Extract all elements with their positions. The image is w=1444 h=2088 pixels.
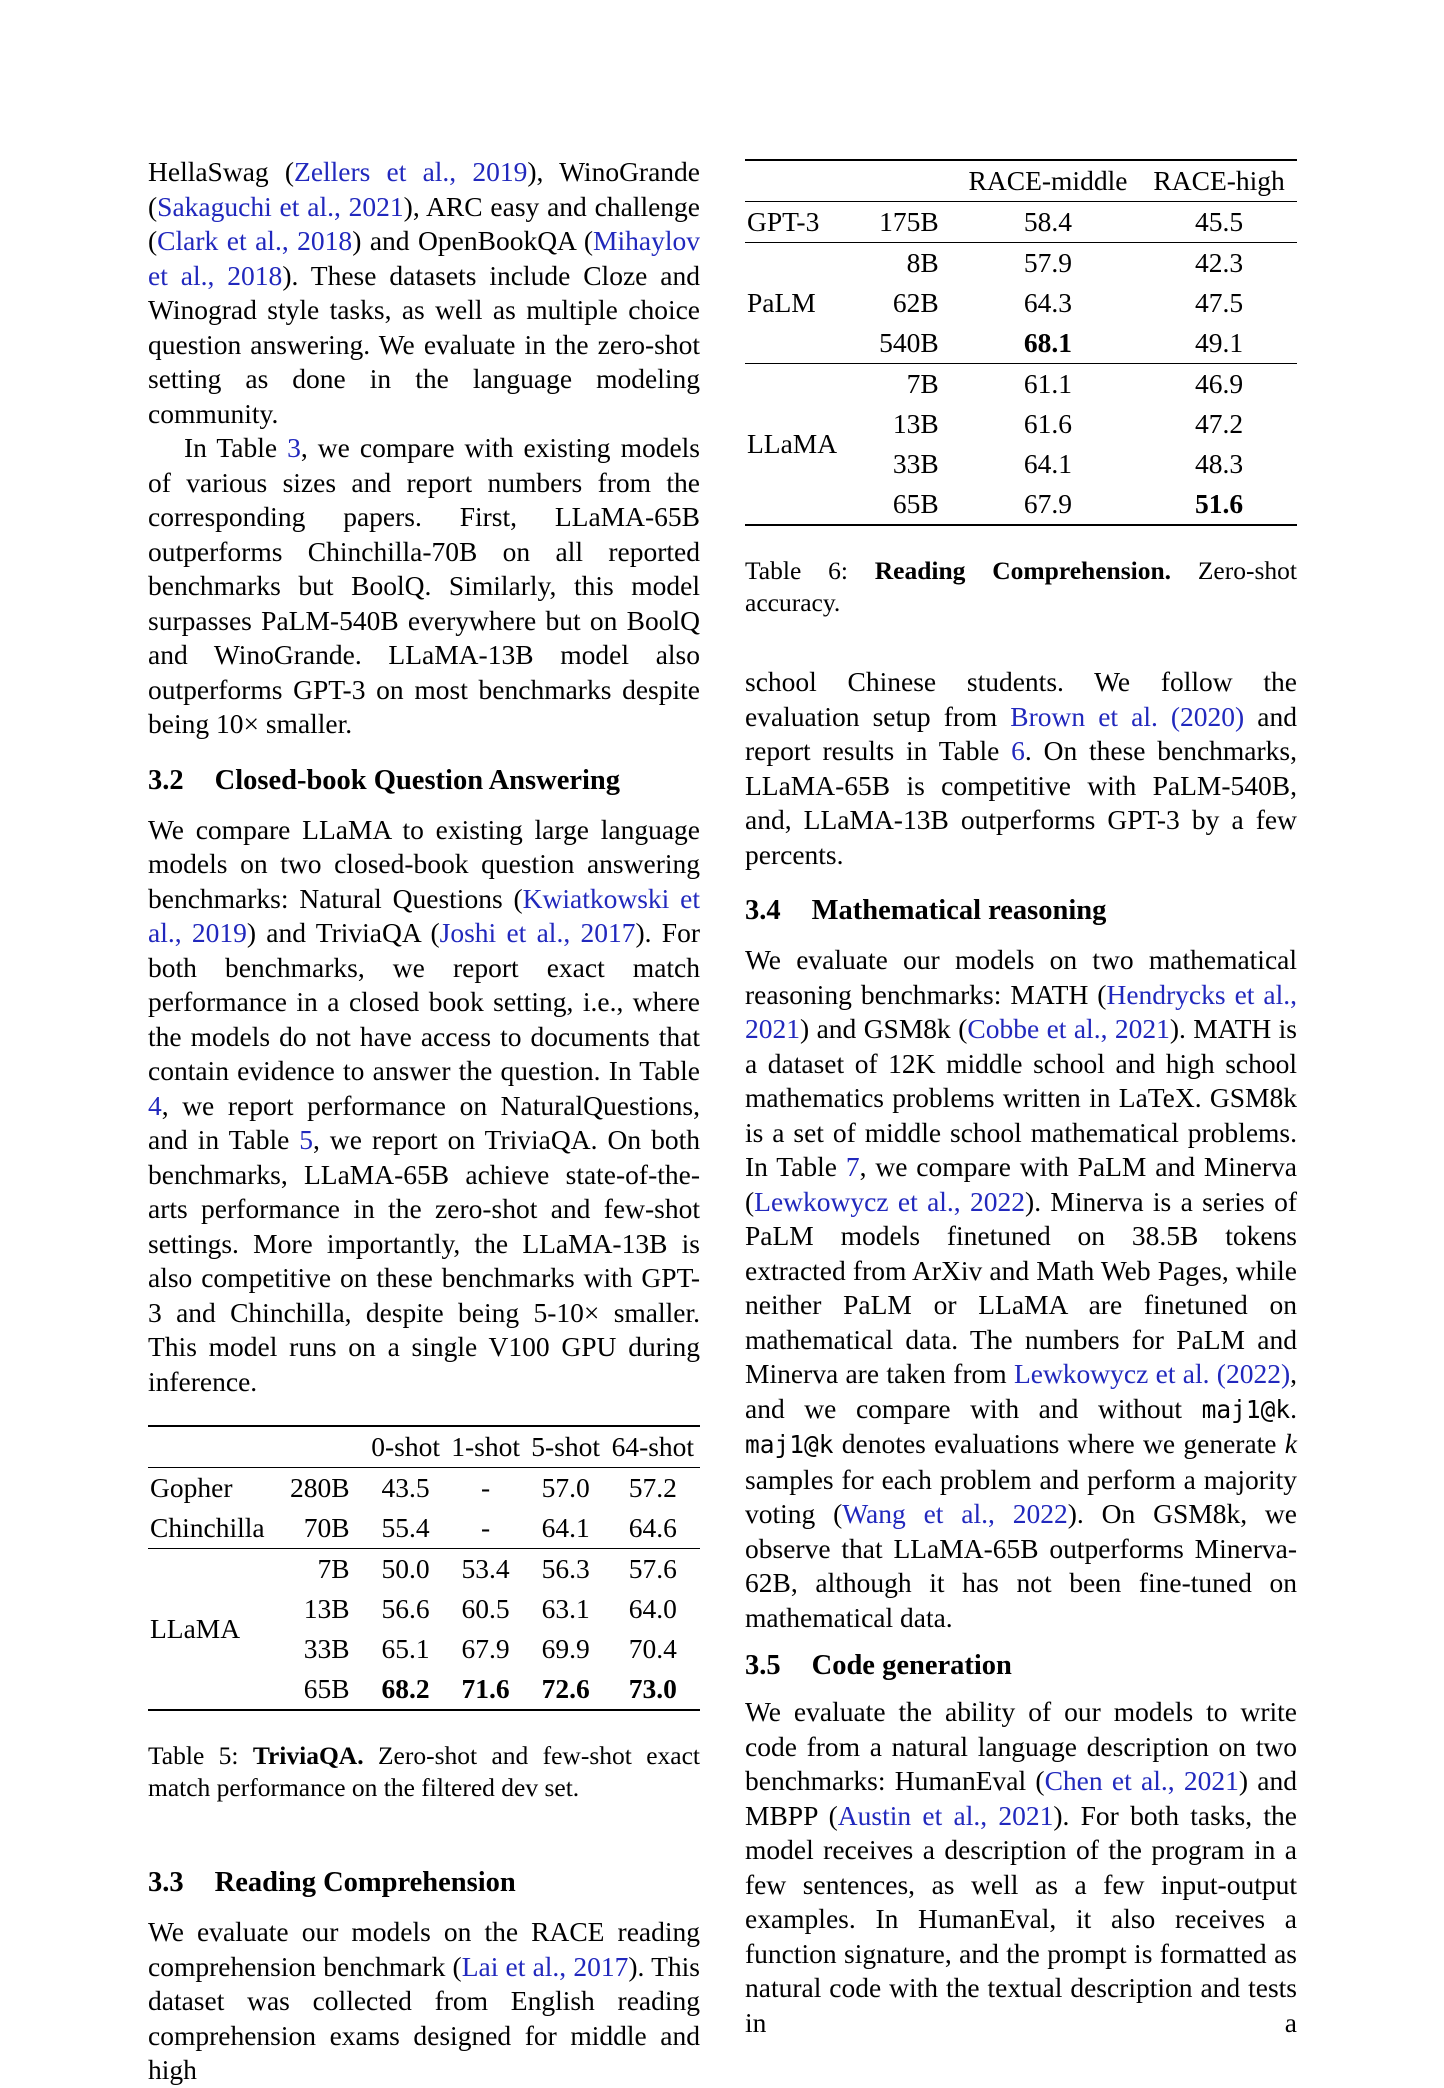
text-segment: ). For both tasks, the model receives a description of the program in a few sentences, as well as a few input-output examples. In HumanEval, it also receives a function signature, and the prompt is formatted as natural code with the textual description and tests in a	[745, 1799, 1297, 2038]
metric-value-cell: 57.9	[955, 243, 1141, 284]
section-heading-3-3	[148, 1866, 700, 1900]
text-segment: , we report on TriviaQA. On both benchmarks, LLaMA-65B achieve state-of-the-arts performance in the zero-shot and few-shot settings. More importantly, the LLaMA-13B is also competitive on these benchmarks with GPT-3 and Chinchilla, despite being 5-10× smaller. This model runs on a single V100 GPU during inference.	[148, 1124, 700, 1397]
text-segment: ). On GSM8k, we observe that LLaMA-65B outperforms Minerva-62B, although it has not been fine-tuned on mathematical data.	[745, 1498, 1297, 1633]
citation-link[interactable]: Hendrycks et al., 2021	[745, 978, 1297, 1044]
text-segment: We evaluate our models on the RACE reading comprehension benchmark (	[148, 1916, 700, 1982]
citation-link[interactable]: 4	[148, 1089, 162, 1121]
metric-value-cell: 48.3	[1195, 448, 1244, 479]
section-heading-3-2	[148, 764, 700, 798]
metric-value-cell: 45.5	[1141, 202, 1297, 243]
citation-link[interactable]: Lewkowycz et al. (2022)	[1013, 1358, 1291, 1389]
paragraph-table3-comparison	[148, 431, 700, 742]
metric-value-cell: 42.3	[1141, 243, 1297, 284]
text-segment: ). These datasets include Cloze and Winograd style tasks, as well as multiple choice question answering. We evaluate in the zero-shot setting as done in the language modeling community.	[148, 259, 700, 429]
metric-value-cell: 68.1	[1023, 327, 1073, 358]
citation-link[interactable]: 5	[299, 1124, 314, 1155]
section-title: Reading Comprehension	[214, 1867, 516, 1898]
model-size-cell: 7B	[855, 364, 954, 405]
metric-value-cell: 64.6	[628, 1512, 677, 1543]
model-name-cell: GPT-3	[745, 202, 855, 243]
column-header: RACE-high	[1141, 160, 1297, 202]
table-row	[745, 243, 1297, 284]
text-segment: maj1@k	[1201, 1394, 1291, 1424]
model-name-cell: PaLM	[745, 243, 855, 364]
table-6-reading-comprehension	[745, 159, 1297, 526]
model-size-cell: 8B	[855, 243, 954, 284]
metric-value-cell: 64.1	[541, 1512, 590, 1543]
text-segment: samples for each problem and perform a majority voting (	[745, 1463, 1297, 1529]
text-segment: , we compare with PaLM and Minerva (	[745, 1151, 1297, 1217]
text-segment: denotes evaluations where we generate	[833, 1428, 1285, 1459]
text-segment: , we report performance on NaturalQuestions, and in Table	[148, 1089, 700, 1155]
table-row	[745, 364, 1297, 405]
table-row	[148, 1549, 700, 1590]
section-title: Code generation	[811, 1650, 1012, 1681]
citation-link[interactable]: Kwiatkowski et al., 2019	[148, 882, 700, 948]
section-number: 3.4	[745, 895, 781, 926]
table-header-row	[745, 160, 1297, 202]
citation-link[interactable]: Austin et al., 2021	[837, 1799, 1054, 1831]
text-segment: . On these benchmarks, LLaMA-65B is competitive with PaLM-540B, and, LLaMA-13B outperforms GPT-3 by a few percents.	[745, 735, 1297, 870]
empty-header-cell	[148, 1426, 286, 1468]
paragraph-race-intro	[148, 1915, 700, 2088]
metric-value-cell: -	[481, 1512, 491, 1543]
metric-value-cell: 64.3	[1023, 287, 1073, 318]
text-segment: HellaSwag (	[148, 156, 295, 187]
metric-value-cell: 55.4	[381, 1512, 430, 1543]
citation-link[interactable]: Lai et al., 2017	[461, 1950, 629, 1982]
section-title: Closed-book Question Answering	[214, 764, 621, 796]
model-size-cell: 280B	[286, 1468, 366, 1509]
text-segment: maj1@k	[745, 1430, 834, 1459]
table-5-triviaqa	[148, 1425, 700, 1711]
text-segment: ), ARC easy and challenge (	[148, 190, 700, 256]
metric-value-cell: -	[446, 1468, 526, 1509]
left-column	[148, 155, 700, 2088]
right-column	[745, 159, 1297, 2040]
column-header: RACE-middle	[955, 160, 1141, 202]
citation-link[interactable]: Lewkowycz et al., 2022	[754, 1185, 1026, 1217]
text-segment: school Chinese students. We follow the evaluation setup from	[745, 666, 1297, 732]
citation-link[interactable]: Wang et al., 2022	[842, 1498, 1068, 1529]
metric-value-cell: 69.9	[541, 1633, 590, 1664]
empty-header-cell	[286, 1426, 366, 1468]
metric-value-cell: 56.6	[381, 1593, 430, 1624]
model-size-cell: 13B	[892, 408, 939, 439]
metric-value-cell: 67.9	[1023, 488, 1073, 519]
citation-link[interactable]: Cobbe et al., 2021	[967, 1013, 1170, 1044]
text-segment: In Table	[184, 432, 288, 463]
metric-value-cell: 64.0	[628, 1593, 677, 1624]
citation-link[interactable]: Clark et al., 2018	[157, 225, 353, 256]
metric-value-cell: 50.0	[366, 1549, 446, 1590]
text-segment: Table 5:	[148, 1741, 253, 1770]
table-5-caption	[148, 1740, 700, 1804]
metric-value-cell: 51.6	[1195, 488, 1244, 519]
text-segment: ). For both benchmarks, we report exact match performance in a closed book setting, i.e., where the models do not have access to documents that contain evidence to answer the question. In Table	[148, 917, 700, 1086]
metric-value-cell: 57.6	[606, 1549, 700, 1590]
metric-value-cell: 73.0	[628, 1673, 677, 1704]
metric-value-cell: 63.1	[541, 1593, 590, 1624]
column-header: 0-shot	[366, 1426, 446, 1468]
text-segment: ) and TriviaQA (	[246, 917, 440, 948]
model-name-cell: Chinchilla	[150, 1512, 265, 1543]
citation-link[interactable]: Joshi et al., 2017	[439, 917, 636, 948]
text-segment: Zero-shot and few-shot exact match performance on the filtered dev set.	[148, 1741, 701, 1802]
metric-value-cell: 57.0	[526, 1468, 606, 1509]
text-segment: , and we compare with and without	[745, 1358, 1297, 1424]
text-segment: We evaluate the ability of our models to write code from a natural language description on two benchmarks: HumanEval (	[745, 1696, 1297, 1796]
metric-value-cell: 56.3	[526, 1549, 606, 1590]
metric-value-cell: 71.6	[461, 1673, 510, 1704]
model-name-cell: LLaMA	[745, 364, 855, 526]
metric-value-cell: 68.2	[381, 1673, 430, 1704]
table-row	[148, 1468, 700, 1509]
empty-header-cell	[745, 160, 855, 202]
column-header: 5-shot	[526, 1426, 606, 1468]
model-size-cell: 13B	[303, 1593, 350, 1624]
metric-value-cell: 61.6	[1023, 408, 1073, 439]
model-size-cell: 33B	[303, 1633, 350, 1664]
metric-value-cell: 72.6	[541, 1673, 590, 1704]
column-header: 1-shot	[446, 1426, 526, 1468]
metric-value-cell: 58.4	[955, 202, 1141, 243]
metric-value-cell: 53.4	[446, 1549, 526, 1590]
metric-value-cell: 57.2	[606, 1468, 700, 1509]
paragraph-math-reasoning	[745, 943, 1297, 1635]
metric-value-cell: 61.1	[955, 364, 1141, 405]
text-segment: ) and GSM8k (	[800, 1013, 968, 1044]
model-size-cell: 65B	[892, 488, 939, 519]
model-size-cell: 33B	[892, 448, 939, 479]
model-size-cell: 7B	[286, 1549, 366, 1590]
paragraph-race-results	[745, 665, 1297, 872]
text-segment: k	[1284, 1428, 1297, 1459]
metric-value-cell: 46.9	[1141, 364, 1297, 405]
model-size-cell: 175B	[855, 202, 954, 243]
empty-header-cell	[855, 160, 954, 202]
table-row	[148, 1508, 700, 1549]
text-segment: TriviaQA.	[252, 1741, 364, 1770]
text-segment: Reading Comprehension.	[874, 556, 1172, 585]
citation-link[interactable]: 3	[287, 432, 301, 463]
metric-value-cell: 60.5	[461, 1593, 510, 1624]
citation-link[interactable]: Sakaguchi et al., 2021	[157, 190, 404, 222]
text-segment: .	[1290, 1392, 1297, 1424]
text-segment: , we compare with existing models of various sizes and report numbers from the corresponding papers. First, LLaMA-65B outperforms Chinchilla-70B on all reported benchmarks but BoolQ. Similarly, this model surpasses PaLM-540B everywhere but on BoolQ and WinoGrande. LLaMA-13B model also outperforms GPT-3 on most benchmarks despite being 10× smaller.	[148, 432, 701, 739]
column-header: 64-shot	[606, 1426, 700, 1468]
text-segment: ) and MBPP (	[745, 1765, 1297, 1831]
text-segment: We compare LLaMA to existing large language models on two closed-book question answering benchmarks: Natural Questions (	[148, 813, 700, 914]
section-heading-3-4	[745, 894, 1297, 928]
model-size-cell: 70B	[303, 1512, 350, 1543]
section-number: 3.2	[148, 764, 184, 796]
text-segment: ), WinoGrande (	[148, 156, 701, 222]
section-number: 3.5	[745, 1650, 781, 1681]
model-size-cell: 540B	[879, 327, 939, 358]
text-segment: We evaluate our models on two mathematical reasoning benchmarks: MATH (	[745, 944, 1297, 1010]
text-segment: Table 6:	[745, 556, 875, 585]
text-segment: ). This dataset was collected from English reading comprehension exams designed for middle and high	[148, 1950, 700, 2085]
section-heading-3-5	[745, 1649, 1297, 1683]
table-6-caption	[745, 555, 1297, 619]
model-name-cell: Gopher	[148, 1468, 286, 1509]
model-size-cell: 62B	[892, 287, 939, 318]
metric-value-cell: 70.4	[628, 1633, 677, 1664]
paragraph-code-generation	[745, 1695, 1297, 2040]
table-header-row	[148, 1426, 700, 1468]
paragraph-closed-book-qa	[148, 813, 700, 1400]
text-segment: Zero-shot accuracy.	[745, 556, 1297, 617]
citation-link[interactable]: 7	[845, 1151, 860, 1182]
text-segment: ). MATH is a dataset of 12K middle school and high school mathematics problems written in LaTeX. GSM8k is a set of middle school mathematical problems. In Table	[745, 1013, 1297, 1182]
metric-value-cell: 64.1	[1023, 448, 1073, 479]
section-number: 3.3	[148, 1867, 184, 1898]
metric-value-cell: 47.2	[1195, 408, 1244, 439]
citation-link[interactable]: Mihaylov et al., 2018	[148, 225, 700, 291]
citation-link[interactable]: Brown et al. (2020)	[1010, 700, 1245, 732]
metric-value-cell: 49.1	[1195, 327, 1244, 358]
section-title: Mathematical reasoning	[811, 895, 1107, 926]
citation-link[interactable]: 6	[1011, 735, 1025, 766]
text-segment: and report results in Table	[745, 700, 1297, 766]
text-segment: ). Minerva is a series of PaLM models finetuned on 38.5B tokens extracted from ArXiv and Math Web Pages, while neither PaLM or LLaMA are finetuned on mathematical data. The numbers for PaLM and Minerva are taken from	[745, 1185, 1298, 1389]
metric-value-cell: 67.9	[461, 1633, 510, 1664]
paragraph-benchmarks-list	[148, 155, 700, 431]
citation-link[interactable]: Chen et al., 2021	[1044, 1765, 1239, 1796]
citation-link[interactable]: Zellers et al., 2019	[294, 156, 528, 187]
model-name-cell: LLaMA	[148, 1549, 286, 1711]
model-size-cell: 65B	[303, 1673, 350, 1704]
table-row	[745, 202, 1297, 243]
metric-value-cell: 65.1	[381, 1633, 430, 1664]
text-segment: ) and OpenBookQA (	[352, 225, 594, 256]
metric-value-cell: 47.5	[1195, 287, 1244, 318]
metric-value-cell: 43.5	[366, 1468, 446, 1509]
